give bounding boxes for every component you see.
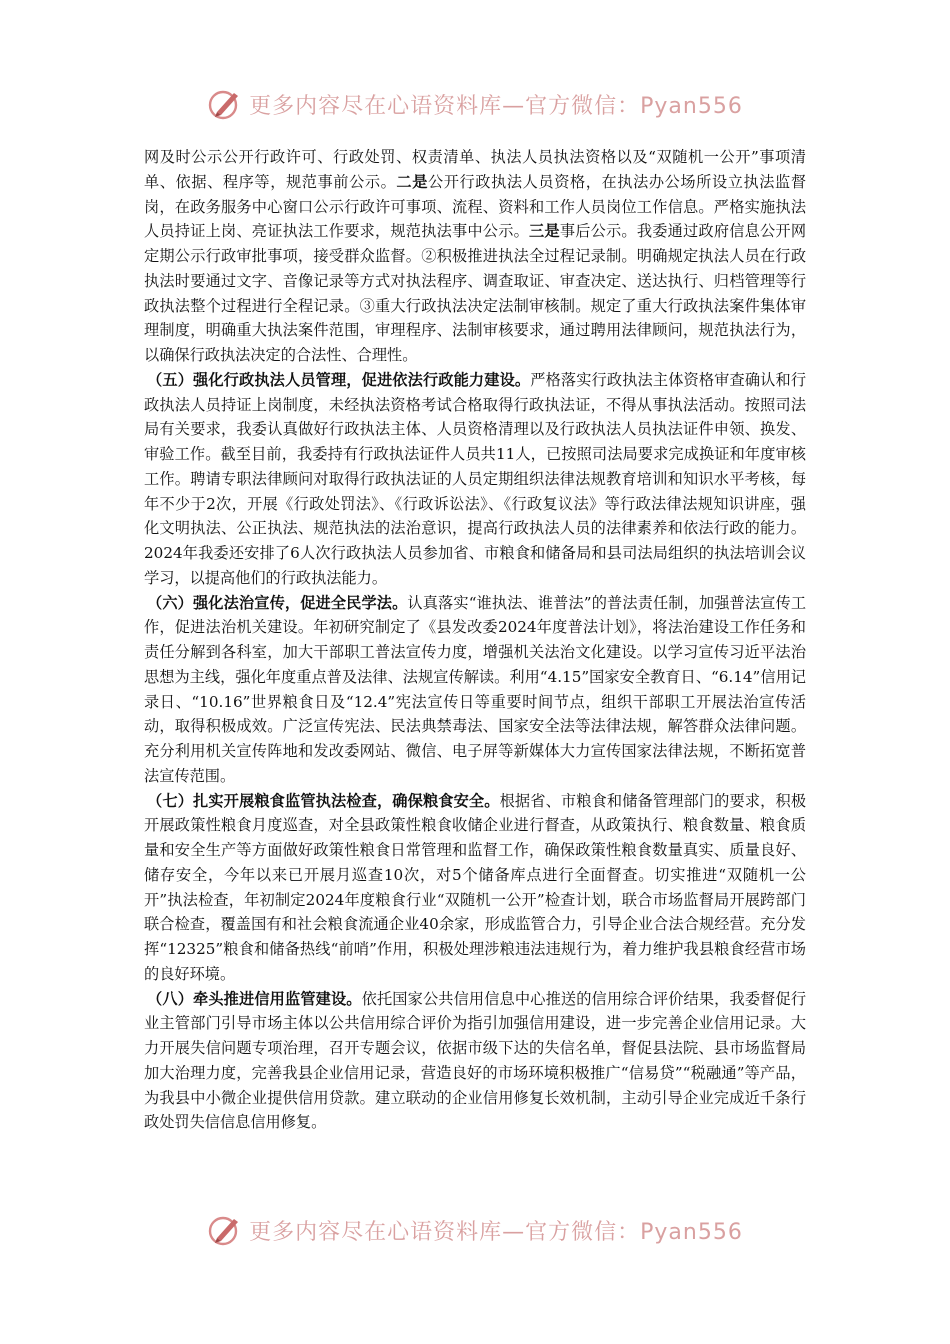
paragraph <box>144 368 806 591</box>
header-banner <box>0 84 950 124</box>
bold-heading-text: （七）扎实开展粮食监管执法检查，确保粮食安全。 <box>147 791 500 810</box>
pen-logo-icon <box>207 1212 243 1248</box>
bold-heading-text: 三是 <box>529 222 560 241</box>
body-text: 严格落实行政执法主体资格审查确认和行政执法人员持证上岗制度，未经执法资格考试合格取得行政执法证，不得从事执法活动。按照司法局有关要求，我委认真做好行政执法主体、人员资格清理以及行政执法人员执法证件申领、换发、审验工作。截至目前，我委持有行政执法证件人员共11人，已按照司法局要求完成换证和年度审核工作。聘请专职法律顾问对取得行政执法证的人员定期组织法律法规教育培训和知识水平考核，每年不少于2次，开展《行政处罚法》、《行政诉讼法》、《行政复议法》等行政法律法规知识讲座，强化文明执法、公正执法、规范执法的法治意识，提高行政执法人员的法律素养和依法行政的能力。2024年我委还安排了6人次行政执法人员参加省、市粮食和储备局和县司法局组织的执法培训会议学习，以提高他们的行政执法能力。 <box>144 370 806 587</box>
banner-text: 更多内容尽在心语资料库—官方微信：Pyan556 <box>249 1219 743 1245</box>
paragraph <box>144 789 806 987</box>
pen-logo-icon <box>207 86 243 122</box>
bold-heading-text: 二是 <box>396 172 428 191</box>
bold-heading-text: （五）强化行政执法人员管理，促进依法行政能力建设。 <box>147 370 531 389</box>
paragraph <box>144 145 806 368</box>
body-text: 认真落实“谁执法、谁普法”的普法责任制，加强普法宣传工作，促进法治机关建设。年初研究制定了《县发改委2024年度普法计划》，将法治建设工作任务和责任分解到各科室，加大干部职工普法宣传力度，增强机关法治文化建设。以学习宣传习近平法治思想为主线，强化年度重点普及法律、法规宣传解读。利用“4.15”国家安全教育日、“6.14”信用记录日、“10.16”世界粮食日及“12.4”宪法宣传日等重要时间节点，组织干部职工开展法治宣传活动，取得积极成效。广泛宣传宪法、民法典禁毒法、国家安全法等法律法规，解答群众法律问题。充分利用机关宣传阵地和发改委网站、微信、电子屏等新媒体大力宣传国家法律法规，不断拓宽普法宣传范围。 <box>144 593 807 785</box>
paragraph <box>144 987 806 1136</box>
body-text: 依托国家公共信用信息中心推送的信用综合评价结果，我委督促行业主管部门引导市场主体以公共信用综合评价为指引加强信用建设，进一步完善企业信用记录。大力开展失信问题专项治理，召开专题会议，依据市级下达的失信名单，督促县法院、县市场监督局加大治理力度，完善我县企业信用记录，营造良好的市场环境积极推广“信易贷”“税融通”等产品，为我县中小微企业提供信用贷款。建立联动的企业信用修复长效机制，主动引导企业完成近千条行政处罚失信信息信用修复。 <box>144 989 806 1132</box>
bold-heading-text: （八）牵头推进信用监管建设。 <box>147 989 362 1008</box>
footer-banner <box>0 1210 950 1250</box>
body-text: 公开行政执法人员资格，在执法办公场所设立执法监督岗，在政务服务中心窗口公示行政许可事项、流程、资料和工作人员岗位工作信息。严格实施执法人员持证上岗、亮证执法工作要求，规范执法事中公示。 <box>144 172 807 241</box>
body-text: 根据省、市粮食和储备管理部门的要求，积极开展政策性粮食月度巡查，对全县政策性粮食收储企业进行督查，从政策执行、粮食数量、粮食质量和安全生产等方面做好政策性粮食日常管理和监督工作，确保政策性粮食数量真实、质量良好、储存安全，今年以来已开展月巡查10次，对5个储备库点进行全面督查。切实推进“双随机一公开”执法检查，年初制定2024年度粮食行业“双随机一公开”检查计划，联合市场监督局开展跨部门联合检查，覆盖国有和社会粮食流通企业40余家，形成监管合力，引导企业合法合规经营。充分发挥“12325”粮食和储备热线“前哨”作用，积极处理涉粮违法违规行为，着力维护我县粮食经营市场的良好环境。 <box>144 791 806 983</box>
body-text: 事后公示。我委通过政府信息公开网定期公示行政审批事项，接受群众监督。②积极推进执法全过程记录制。明确规定执法人员在行政执法时要通过文字、音像记录等方式对执法程序、调查取证、审查决定、送达执行、归档管理等行政执法整个过程进行全程记录。③重大行政执法决定法制审核制。规定了重大行政执法案件集体审理制度，明确重大执法案件范围，审理程序、法制审核要求，通过聘用法律顾问，规范执法行为，以确保行政执法决定的合法性、合理性。 <box>144 222 807 364</box>
paragraph <box>144 591 806 789</box>
bold-heading-text: （六）强化法治宣传，促进全民学法。 <box>147 593 408 612</box>
document-body <box>144 145 806 1135</box>
banner-text: 更多内容尽在心语资料库—官方微信：Pyan556 <box>249 93 743 119</box>
body-text: 网及时公示公开行政许可、行政处罚、权责清单、执法人员执法资格以及“双随机一公开”事项清单、依据、程序等，规范事前公示。 <box>144 148 806 191</box>
